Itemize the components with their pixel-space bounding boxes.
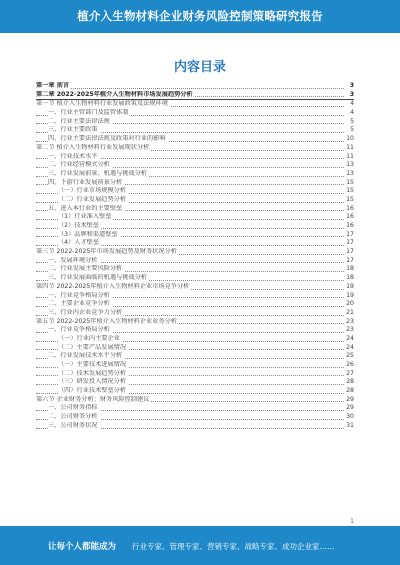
toc-entry-page: 24 bbox=[346, 343, 354, 351]
toc-entry-page: 19 bbox=[346, 291, 354, 299]
toc-entry-label: 二、行业主要法律法规 bbox=[48, 117, 110, 125]
toc-entry-page: 21 bbox=[346, 308, 354, 316]
toc-entry-page: 11 bbox=[346, 143, 354, 151]
document-title: 植介入生物材料企业财务风险控制策略研究报告 bbox=[77, 9, 323, 23]
toc-entry-page: 29 bbox=[346, 404, 354, 412]
toc-entry-page: 15 bbox=[346, 195, 354, 203]
toc-entry[interactable] bbox=[36, 82, 354, 91]
toc-entry-label: 第一节 植介入生物材料行业发展政策及法规环境 bbox=[36, 100, 168, 108]
toc-entry[interactable] bbox=[36, 309, 354, 318]
toc-entry[interactable] bbox=[36, 370, 354, 379]
toc-entry[interactable] bbox=[36, 161, 354, 170]
toc-entry-label: 四、行业主要法律法规及政策对行业的影响 bbox=[48, 135, 166, 143]
toc-entry-label: 第六节 企业财务分析：财务风险控制建议 bbox=[36, 395, 150, 403]
toc-entry-label: 一、行业技术水平 bbox=[48, 152, 98, 160]
toc-entry[interactable] bbox=[36, 300, 354, 309]
table-of-contents bbox=[36, 82, 354, 431]
toc-entry-page: 15 bbox=[346, 178, 354, 186]
toc-entry[interactable] bbox=[36, 205, 354, 214]
toc-entry-label: （3）品牌和渠道壁垒 bbox=[58, 230, 118, 238]
toc-entry[interactable] bbox=[36, 91, 354, 101]
footer-bar bbox=[0, 526, 400, 565]
toc-entry[interactable] bbox=[36, 257, 354, 266]
toc-entry[interactable] bbox=[36, 222, 354, 231]
toc-entry-page: 30 bbox=[346, 413, 354, 421]
toc-entry-label: 三、行业发展前景、机遇与挑战分析 bbox=[48, 169, 147, 177]
toc-entry-page: 17 bbox=[346, 239, 354, 247]
toc-entry-label: （二）技术发展趋势分析 bbox=[58, 369, 127, 377]
toc-entry-label: 二、主要企业竞争分析 bbox=[48, 300, 110, 308]
toc-entry-label: 二、行业发展主要风险分析 bbox=[48, 265, 123, 273]
toc-entry[interactable] bbox=[36, 283, 354, 292]
toc-entry[interactable] bbox=[36, 292, 354, 301]
footer-tagline: 行业专家、管理专家、营销专家、战略专家、成功企业家…… bbox=[132, 542, 335, 551]
toc-entry-page: 10 bbox=[346, 135, 354, 143]
toc-entry[interactable] bbox=[36, 335, 354, 344]
toc-entry-label: 三、行业内企业竞争力分析 bbox=[48, 308, 123, 316]
toc-entry-label: （一）行业市场规模分析 bbox=[58, 187, 127, 195]
toc-entry-page: 5 bbox=[350, 117, 354, 125]
toc-entry[interactable] bbox=[36, 239, 354, 248]
toc-entry[interactable] bbox=[36, 422, 354, 431]
toc-entry-page: 5 bbox=[350, 126, 354, 134]
toc-entry[interactable] bbox=[36, 352, 354, 361]
toc-entry-label: 三、行业主要政策 bbox=[48, 126, 98, 134]
toc-entry-page: 3 bbox=[349, 82, 354, 89]
toc-entry[interactable] bbox=[36, 231, 354, 240]
toc-entry-label: （一）主要技术进展情况 bbox=[58, 361, 127, 368]
toc-entry-label: 三、行业发展面临的机遇与挑战分析 bbox=[48, 274, 147, 282]
toc-entry[interactable] bbox=[36, 396, 354, 405]
toc-entry-label: 二、公司财务分析 bbox=[48, 413, 98, 421]
toc-entry-page: 11 bbox=[346, 152, 354, 160]
toc-entry[interactable] bbox=[36, 213, 354, 222]
toc-entry-page: 26 bbox=[346, 361, 354, 368]
toc-entry-label: （四）行业技术壁垒分析 bbox=[58, 387, 127, 395]
toc-entry-page: 4 bbox=[350, 100, 354, 108]
toc-entry[interactable] bbox=[36, 144, 354, 153]
toc-entry[interactable] bbox=[36, 118, 354, 127]
toc-entry-page: 16 bbox=[346, 213, 354, 221]
toc-entry-page: 13 bbox=[346, 169, 354, 177]
toc-entry-page: 16 bbox=[346, 204, 354, 212]
toc-entry[interactable] bbox=[36, 413, 354, 422]
toc-entry-page: 31 bbox=[346, 421, 354, 429]
toc-entry-page: 15 bbox=[346, 187, 354, 195]
toc-entry[interactable] bbox=[36, 378, 354, 387]
toc-entry[interactable] bbox=[36, 187, 354, 196]
toc-entry-label: （三）研发投入情况分析 bbox=[58, 378, 127, 386]
toc-entry[interactable] bbox=[36, 387, 354, 396]
toc-entry-label: 二、行业发展技术水平分析 bbox=[48, 352, 123, 360]
toc-entry-label: 第二章 2022-2025年植介入生物材料市场发展趋势分析 bbox=[36, 90, 193, 98]
toc-entry-label: 二、行业经营模式分析 bbox=[48, 161, 110, 169]
toc-entry-label: 第三节 2022-2025年市场发展趋势及财务状况分析 bbox=[36, 248, 177, 256]
toc-entry-label: （二）主要产品发展情况 bbox=[58, 343, 127, 351]
toc-entry[interactable] bbox=[36, 344, 354, 353]
toc-entry[interactable] bbox=[36, 326, 354, 335]
toc-entry-page: 13 bbox=[346, 161, 354, 169]
toc-entry-label: 一、行业竞争格局分析 bbox=[48, 291, 110, 299]
toc-entry-label: （一）行业内主要企业 bbox=[58, 334, 120, 342]
toc-entry-page: 27 bbox=[346, 369, 354, 377]
toc-entry-label: 五、进入本行业的主要壁垒 bbox=[48, 204, 123, 212]
toc-heading: 内容目录 bbox=[173, 60, 226, 75]
toc-entry-label: 一、发展环境分析 bbox=[48, 256, 98, 264]
toc-entry-page: 29 bbox=[346, 395, 354, 403]
toc-entry-label: 第一章 前言 bbox=[36, 82, 70, 89]
toc-entry[interactable] bbox=[36, 404, 354, 413]
toc-entry[interactable] bbox=[36, 109, 354, 118]
toc-entry-label: 第四节 2022-2025年植介入生物材料企业市场竞争分析 bbox=[36, 282, 190, 290]
toc-entry[interactable] bbox=[36, 248, 354, 257]
toc-entry-page: 17 bbox=[346, 248, 354, 256]
toc-entry-label: 第二节 植介入生物材料行业发展现状分析 bbox=[36, 143, 150, 151]
toc-entry-label: 第五节 2022-2025年植介入生物材料企业业务分析 bbox=[36, 317, 177, 325]
toc-entry-label: 一、公司财务指标 bbox=[48, 404, 98, 412]
toc-entry[interactable] bbox=[36, 318, 354, 327]
toc-entry-page: 25 bbox=[346, 352, 354, 360]
toc-entry-page: 23 bbox=[346, 326, 354, 334]
toc-entry[interactable] bbox=[36, 265, 354, 274]
toc-entry[interactable] bbox=[36, 170, 354, 179]
toc-entry-page: 17 bbox=[346, 256, 354, 264]
toc-entry[interactable] bbox=[36, 361, 354, 370]
toc-entry-label: （4）人才壁垒 bbox=[58, 239, 100, 247]
toc-entry-page: 16 bbox=[346, 222, 354, 229]
toc-entry[interactable] bbox=[36, 196, 354, 205]
toc-entry[interactable] bbox=[36, 126, 354, 135]
toc-entry-label: 一、行业主管部门及监管体制 bbox=[48, 109, 129, 117]
toc-entry-page: 4 bbox=[350, 109, 354, 117]
toc-entry-page: 20 bbox=[346, 300, 354, 308]
toc-entry[interactable] bbox=[36, 153, 354, 162]
toc-entry-page: 17 bbox=[346, 230, 354, 238]
toc-entry[interactable] bbox=[36, 100, 354, 109]
toc-entry-page: 24 bbox=[346, 334, 354, 342]
toc-entry-page: 3 bbox=[349, 90, 354, 98]
toc-entry-label: 三、公司财务状况 bbox=[48, 421, 98, 429]
toc-entry-page: 19 bbox=[346, 282, 354, 290]
toc-entry-label: （二）行业发展趋势分析 bbox=[58, 195, 127, 203]
toc-entry-page: 18 bbox=[346, 265, 354, 273]
toc-entry-label: （1）行业准入壁垒 bbox=[58, 213, 112, 221]
toc-entry-label: （2）技术壁垒 bbox=[58, 222, 100, 229]
toc-entry-label: 一、行业竞争格局分析 bbox=[48, 326, 110, 334]
toc-entry[interactable] bbox=[36, 135, 354, 144]
toc-entry-label: 四、下游行业发展前景分析 bbox=[48, 178, 123, 186]
toc-entry[interactable] bbox=[36, 179, 354, 188]
toc-entry[interactable] bbox=[36, 274, 354, 283]
toc-entry-page: 18 bbox=[346, 274, 354, 282]
page-number: 1 bbox=[350, 518, 354, 525]
footer-slogan: 让每个人都能成为 bbox=[48, 542, 117, 552]
toc-leader-dots bbox=[36, 88, 344, 89]
toc-entry-page: 28 bbox=[346, 378, 354, 386]
toc-entry-page: 23 bbox=[346, 317, 354, 325]
toc-entry-page: 28 bbox=[346, 387, 354, 395]
